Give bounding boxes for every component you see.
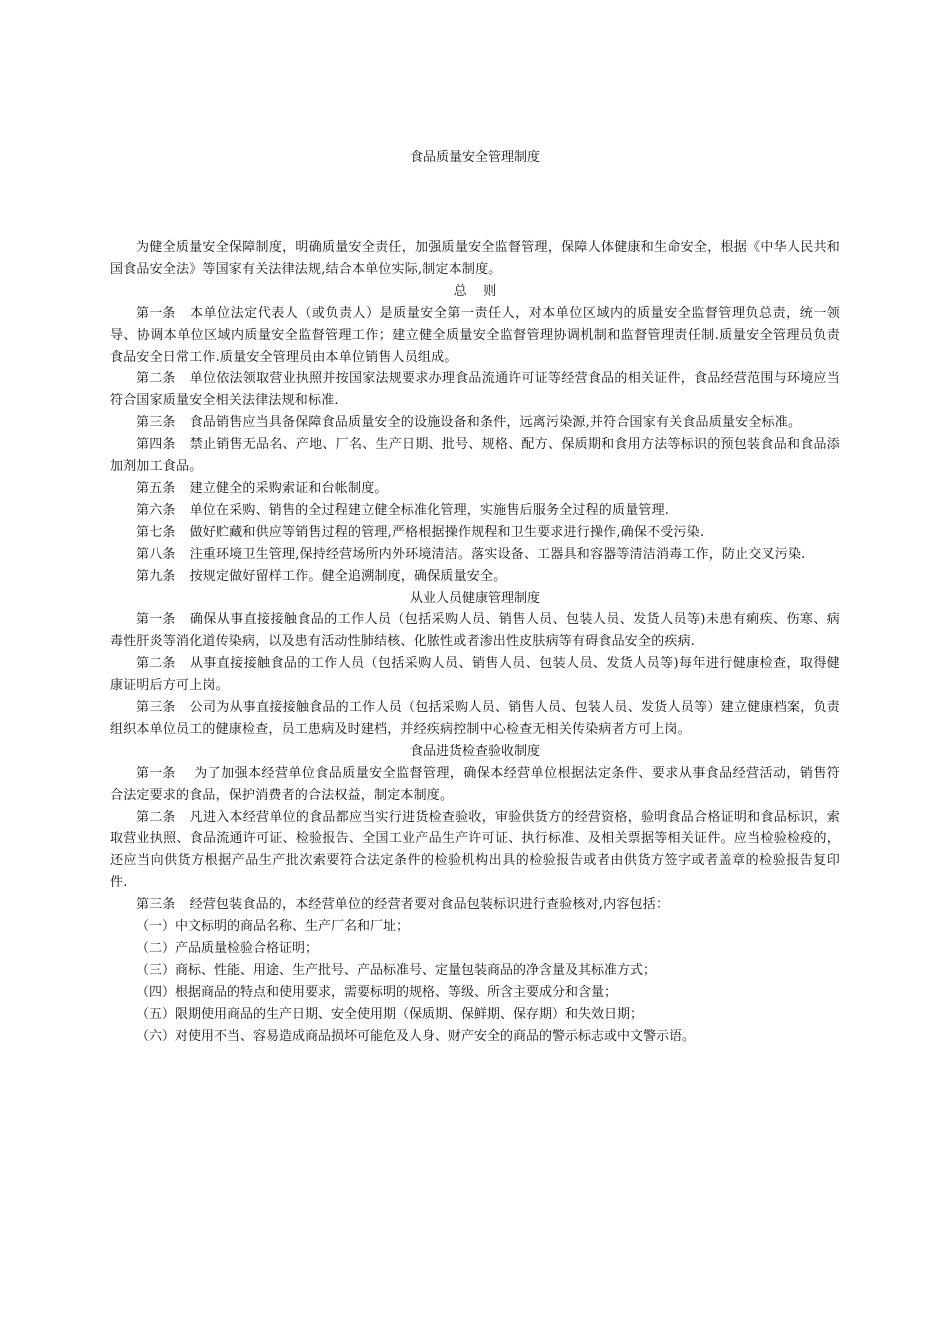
- article-label: 第二条: [136, 371, 176, 387]
- article: [110, 544, 840, 566]
- article-label: 第二条: [136, 656, 176, 672]
- inspection-articles: [110, 763, 840, 916]
- article: [110, 807, 840, 895]
- article-text: 禁止销售无品名、产地、厂名、生产日期、批号、规格、配方、保质期和食用方法等标识的预包装食品和食品添加剂加工食品。: [110, 437, 840, 475]
- article-text: 建立健全的采购索证和台帐制度。: [189, 480, 388, 496]
- list-item: （四）根据商品的特点和使用要求，需要标明的规格、等级、所含主要成分和含量；: [136, 984, 618, 1000]
- article: [110, 500, 840, 522]
- article: [110, 368, 840, 412]
- article-label: 第二条: [136, 809, 176, 825]
- article-text: 单位依法领取营业执照并按国家法规要求办理食品流通许可证等经营食品的相关证件，食品经营范围与环境应当符合国家质量安全相关法律法规和标准.: [110, 371, 840, 409]
- article: [110, 522, 840, 544]
- article-text: 做好贮藏和供应等销售过程的管理,严格根据操作规程和卫生要求进行操作,确保不受污染.: [189, 524, 705, 540]
- list-item: （三）商标、性能、用途、生产批号、产品标准号、定量包装商品的净含量及其标准方式；: [136, 962, 657, 978]
- article-label: 第一条: [136, 765, 176, 781]
- article: [110, 412, 840, 434]
- list-item: （二）产品质量检验合格证明；: [136, 941, 319, 956]
- article-label: 第一条: [136, 612, 176, 628]
- article-label: 第四条: [136, 437, 176, 453]
- article-label: 第五条: [136, 480, 176, 496]
- article-text: 凡进入本经营单位的食品都应当实行进货检查验收，审验供货方的经营资格，验明食品合格证明和食品标识，索取营业执照、食品流通许可证、检验报告、全国工业产品生产许可证、执行标准、及相关票据等相关证件。应当检验检疫的，还应当向供货方根据产品生产批次索要符合法定条件的检验机构出具的检验报告或者由供货方签字或者盖章的检验报告复印件.: [110, 809, 840, 891]
- article-text: 注重环境卫生管理,保持经营场所内外环境清洁。落实设备、工器具和容器等清洁消毒工作，防止交叉污染.: [189, 546, 806, 562]
- article-text: 确保从事直接接触食品的工作人员（包括采购人员、销售人员、包装人员、发货人员等)未患有痢疾、伤寒、病毒性肝炎等消化道传染病，以及患有活动性肺结核、化脓性或者渗出性皮肤病等有碍食品安全的疾病.: [110, 612, 840, 650]
- section-heading-inspection: 食品进货检查验收制度: [409, 743, 540, 759]
- article: [110, 697, 840, 741]
- intro-paragraph: 为健全质量安全保障制度，明确质量安全责任，加强质量安全监督管理，保障人体健康和生命安全，根据《中华人民共和国食品安全法》等国家有关法律法规,结合本单位实际,制定本制度。: [110, 240, 840, 277]
- article-text: 食品销售应当具备保障食品质量安全的设施设备和条件，远离污染源,并符合国家有关食品质量安全标准。: [189, 415, 802, 431]
- list-item: （六）对使用不当、容易造成商品损坏可能危及人身、财产安全的商品的警示标志或中文警示语。: [136, 1028, 696, 1044]
- article-label: 第七条: [136, 524, 176, 540]
- article-label: 第六条: [136, 502, 176, 518]
- article: [110, 434, 840, 478]
- article-text: 经营包装食品的，本经营单位的经营者要对食品包装标识进行查验核对,内容包括：: [189, 897, 670, 913]
- article: [110, 653, 840, 697]
- inspection-items: [110, 916, 840, 1047]
- article-label: 第三条: [136, 415, 176, 431]
- article-text: 本单位法定代表人（或负责人）是质量安全第一责任人，对本单位区域内的质量安全监督管理负总责，统一领导、协调本单位区域内质量安全监督管理工作；建立健全质量安全监督管理协调机制和监督管理责任制.质量安全管理员负责食品安全日常工作.质量安全管理员由本单位销售人员组成。: [110, 305, 840, 365]
- general-articles: [110, 303, 840, 588]
- document-body: [110, 237, 840, 1048]
- article-label: 第三条: [136, 897, 176, 913]
- list-item: （五）限期使用商品的生产日期、安全使用期（保质期、保鲜期、保存期）和失效日期；: [136, 1006, 644, 1022]
- article: [110, 566, 840, 588]
- document-title: 食品质量安全管理制度: [409, 150, 540, 165]
- article: [110, 894, 840, 916]
- list-item: （一）中文标明的商品名称、生产厂名和厂址；: [136, 919, 410, 935]
- article-text: 为了加强本经营单位食品质量安全监督管理，确保本经营单位根据法定条件、要求从事食品经营活动，销售符合法定要求的食品，保护消费者的合法权益，制定本制度。: [110, 765, 840, 803]
- article-text: 公司为从事直接接触食品的工作人员（包括采购人员、销售人员、包装人员、发货人员等）建立健康档案，负责组织本单位员工的健康检查，员工患病及时建档，并经疾病控制中心检查无相关传染病者方可上岗。: [110, 700, 840, 737]
- article-text: 从事直接接触食品的工作人员（包括采购人员、销售人员、包装人员、发货人员等)每年进行健康检查，取得健康证明后方可上岗。: [110, 656, 840, 694]
- section-heading-general: 总 则: [453, 283, 497, 299]
- article: [110, 478, 840, 500]
- article: [110, 303, 840, 369]
- article-label: 第九条: [136, 568, 176, 584]
- article: [110, 609, 840, 653]
- article-text: 按规定做好留样工作。健全追溯制度，确保质量安全。: [189, 568, 507, 584]
- article-label: 第八条: [136, 546, 176, 562]
- section-heading-health: 从业人员健康管理制度: [409, 590, 540, 606]
- article-label: 第三条: [136, 700, 176, 716]
- health-articles: [110, 609, 840, 740]
- article: [110, 763, 840, 807]
- article-text: 单位在采购、销售的全过程建立健全标准化管理，实施售后服务全过程的质量管理.: [189, 502, 670, 518]
- article-label: 第一条: [136, 305, 176, 321]
